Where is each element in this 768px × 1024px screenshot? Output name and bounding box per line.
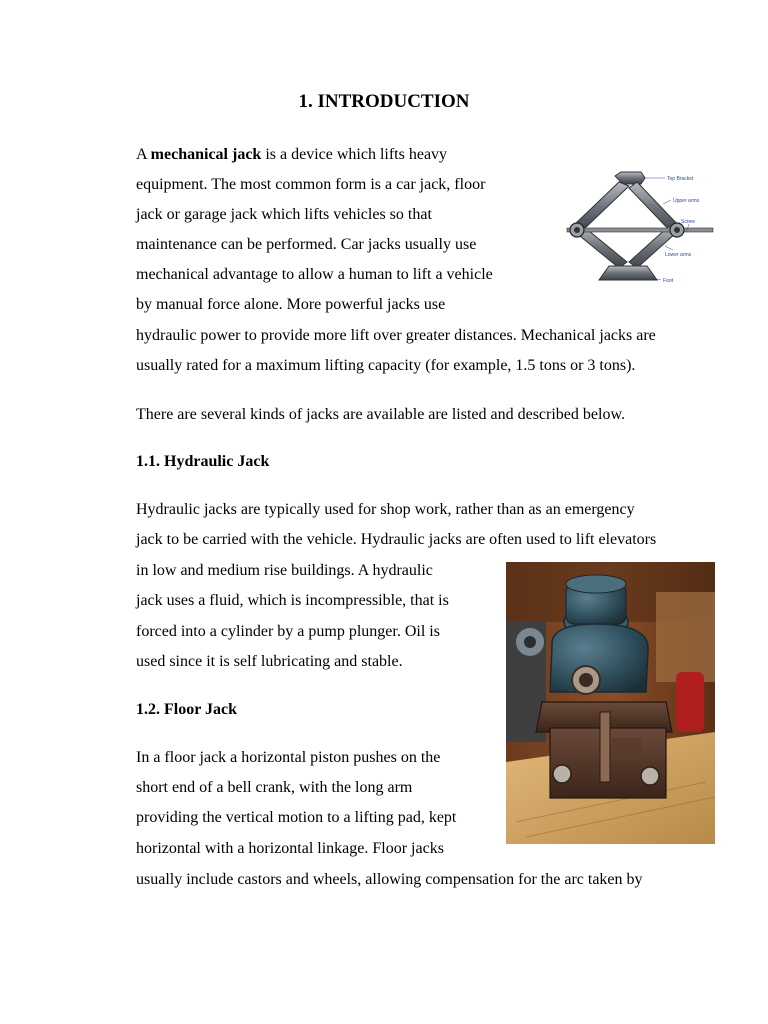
floor-line-5: usually include castors and wheels, allowing compensation for the arc taken by [136,871,643,888]
floor-line-4: horizontal with a horizontal linkage. Floor jacks [136,840,444,857]
intro-prefix: A [136,146,151,163]
heading-floor-jack: 1.2. Floor Jack [136,701,238,718]
floor-line-3: providing the vertical motion to a lifting pad, kept [136,809,457,826]
intro-line-8: usually rated for a maximum lifting capacity (for example, 1.5 tons or 3 tons). [136,357,636,374]
hydraulic-line-6: used since it is self lubricating and stable. [136,653,403,670]
intro-line-2: equipment. The most common form is a car jack, floor [136,176,486,193]
hydraulic-line-2: jack to be carried with the vehicle. Hydraulic jacks are often used to lift elevators [136,531,657,548]
intro-line-6: by manual force alone. More powerful jacks use [136,296,446,313]
label-lower-arms: Lower arms [665,252,692,258]
floor-line-1: In a floor jack a horizontal piston pushes on the [136,749,441,766]
hydraulic-line-1: Hydraulic jacks are typically used for shop work, rather than as an emergency [136,501,635,518]
foot-base [599,266,657,280]
left-pivot-bolt [574,227,580,233]
hydraulic-jack-photo [506,562,715,844]
intro-line-3: jack or garage jack which lifts vehicles so that [136,206,432,223]
page-title: 1. INTRODUCTION [298,91,470,112]
intro-rest: is a device which lifts heavy [261,146,448,163]
scissor-jack-figure [553,170,715,288]
label-upper-arms: Upper arms [673,198,700,204]
screw-rod [567,228,713,232]
hydraulic-line-4: jack uses a fluid, which is incompressible, that is [136,592,449,609]
intro-term-bold: mechanical jack [150,146,262,163]
intro-line-1 [136,144,447,166]
intro-line-5: mechanical advantage to allow a human to lift a vehicle [136,266,493,283]
intro-line-4: maintenance can be performed. Car jacks usually use [136,236,477,253]
label-foot: Foot [663,278,674,284]
floor-line-2: short end of a bell crank, with the long arm [136,779,413,796]
hydraulic-line-3: in low and medium rise buildings. A hydraulic [136,562,433,579]
hydraulic-line-5: forced into a cylinder by a pump plunger. Oil is [136,623,440,640]
right-pivot-bolt [674,227,680,233]
heading-hydraulic-jack: 1.1. Hydraulic Jack [136,453,270,470]
label-screw: Screw [681,219,695,225]
intro-line-7: hydraulic power to provide more lift over greater distances. Mechanical jacks are [136,327,656,344]
label-top-bracket: Top Bracket [667,176,694,182]
kinds-sentence: There are several kinds of jacks are available are listed and described below. [136,406,625,423]
